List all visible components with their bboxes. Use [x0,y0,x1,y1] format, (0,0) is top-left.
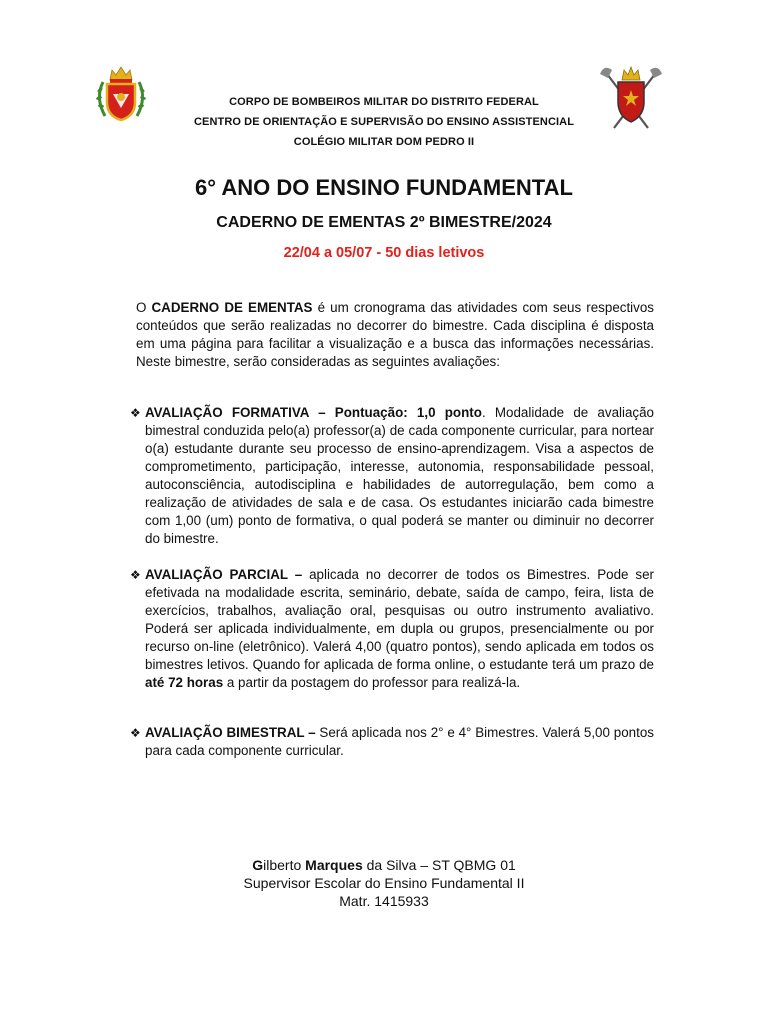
item-bold-deadline: até 72 horas [145,675,224,690]
document-subtitle: CADERNO DE EMENTAS 2º BIMESTRE/2024 [216,214,552,231]
diamond-bullet-icon: ❖ [130,406,141,420]
signature-name [0,856,768,874]
intro-paragraph [136,299,654,371]
item-heading: AVALIAÇÃO BIMESTRAL – [145,725,316,740]
list-item-content [145,404,654,548]
item-text-end: a partir da postagem do professor para realizá-la. [223,675,521,690]
item-text: . Modalidade de avaliação bimestral conduzida pelo(a) professor(a) de cada componente curricular, para nortear o(a) estudante durante seu processo de ensino-aprendizagem. Visa a aspectos de comprometimento, participação, interesse, autonomia, responsabilidade pessoal, autoconsciência, autodisciplina e habilidades de autorregulação, bem como a realização de atividades de sala e de casa. Os estudantes iniciarão cada bimestre com 1,00 (um) ponto de formativa, o qual poderá se manter ou diminuir no decorrer do bimestre. [145,405,655,546]
document-title: 6° ANO DO ENSINO FUNDAMENTAL [195,175,573,200]
name-first: ilberto [263,857,306,873]
list-item-formativa [130,404,654,548]
diamond-bullet-icon: ❖ [130,568,141,582]
header-line-1: CORPO DE BOMBEIROS MILITAR DO DISTRITO FEDERAL [229,96,539,108]
signature-registration: Matr. 1415933 [339,893,429,909]
name-rest: da Silva – ST QBMG 01 [362,857,516,873]
item-heading: AVALIAÇÃO PARCIAL – [145,567,303,582]
institution-header [0,92,768,152]
name-middle: Marques [305,857,363,873]
item-text: Será aplicada nos 2° e 4° Bimestres. Valerá 5,00 pontos para cada componente curricular. [145,725,654,758]
signature-block [0,856,768,910]
list-item-content [145,724,654,760]
list-item-content [145,566,654,692]
date-range: 22/04 a 05/07 - 50 dias letivos [283,245,485,261]
header-line-3: COLÉGIO MILITAR DOM PEDRO II [293,136,475,148]
name-initial: G [252,857,264,873]
diamond-bullet-icon: ❖ [130,726,141,740]
header-line-2: CENTRO DE ORIENTAÇÃO E SUPERVISÃO DO ENSINO ASSISTENCIAL [193,116,575,128]
item-text: aplicada no decorrer de todos os Bimestres. Pode ser efetivada na modalidade escrita, seminário, debate, saída de campo, feira, lista de exercícios, trabalhos, avaliação oral, pesquisas ou outro instrumento avaliativo. Poderá ser aplicada individualmente, em dupla ou grupos, presencialmente ou por recurso on-line (eletrônico). Valerá 4,00 (quatro pontos), sendo aplicada em todos os bimestres letivos. Quando for aplicada de forma online, o estudante terá um prazo de [145,567,654,672]
list-item-bimestral [130,724,654,760]
signature-role: Supervisor Escolar do Ensino Fundamental II [243,875,525,891]
intro-bold-term: CADERNO DE EMENTAS [151,300,313,315]
list-item-parcial [130,566,654,692]
item-heading: AVALIAÇÃO FORMATIVA – Pontuação: 1,0 ponto [145,405,482,420]
intro-text: é um cronograma das atividades com seus respectivos conteúdos que serão realizadas no decorrer do bimestre. Cada disciplina é disposta em uma página para facilitar a visualização e a busca das informações necessárias. Neste bimestre, serão consideradas as seguintes avaliações: [136,300,654,369]
intro-prefix: O [136,300,152,315]
